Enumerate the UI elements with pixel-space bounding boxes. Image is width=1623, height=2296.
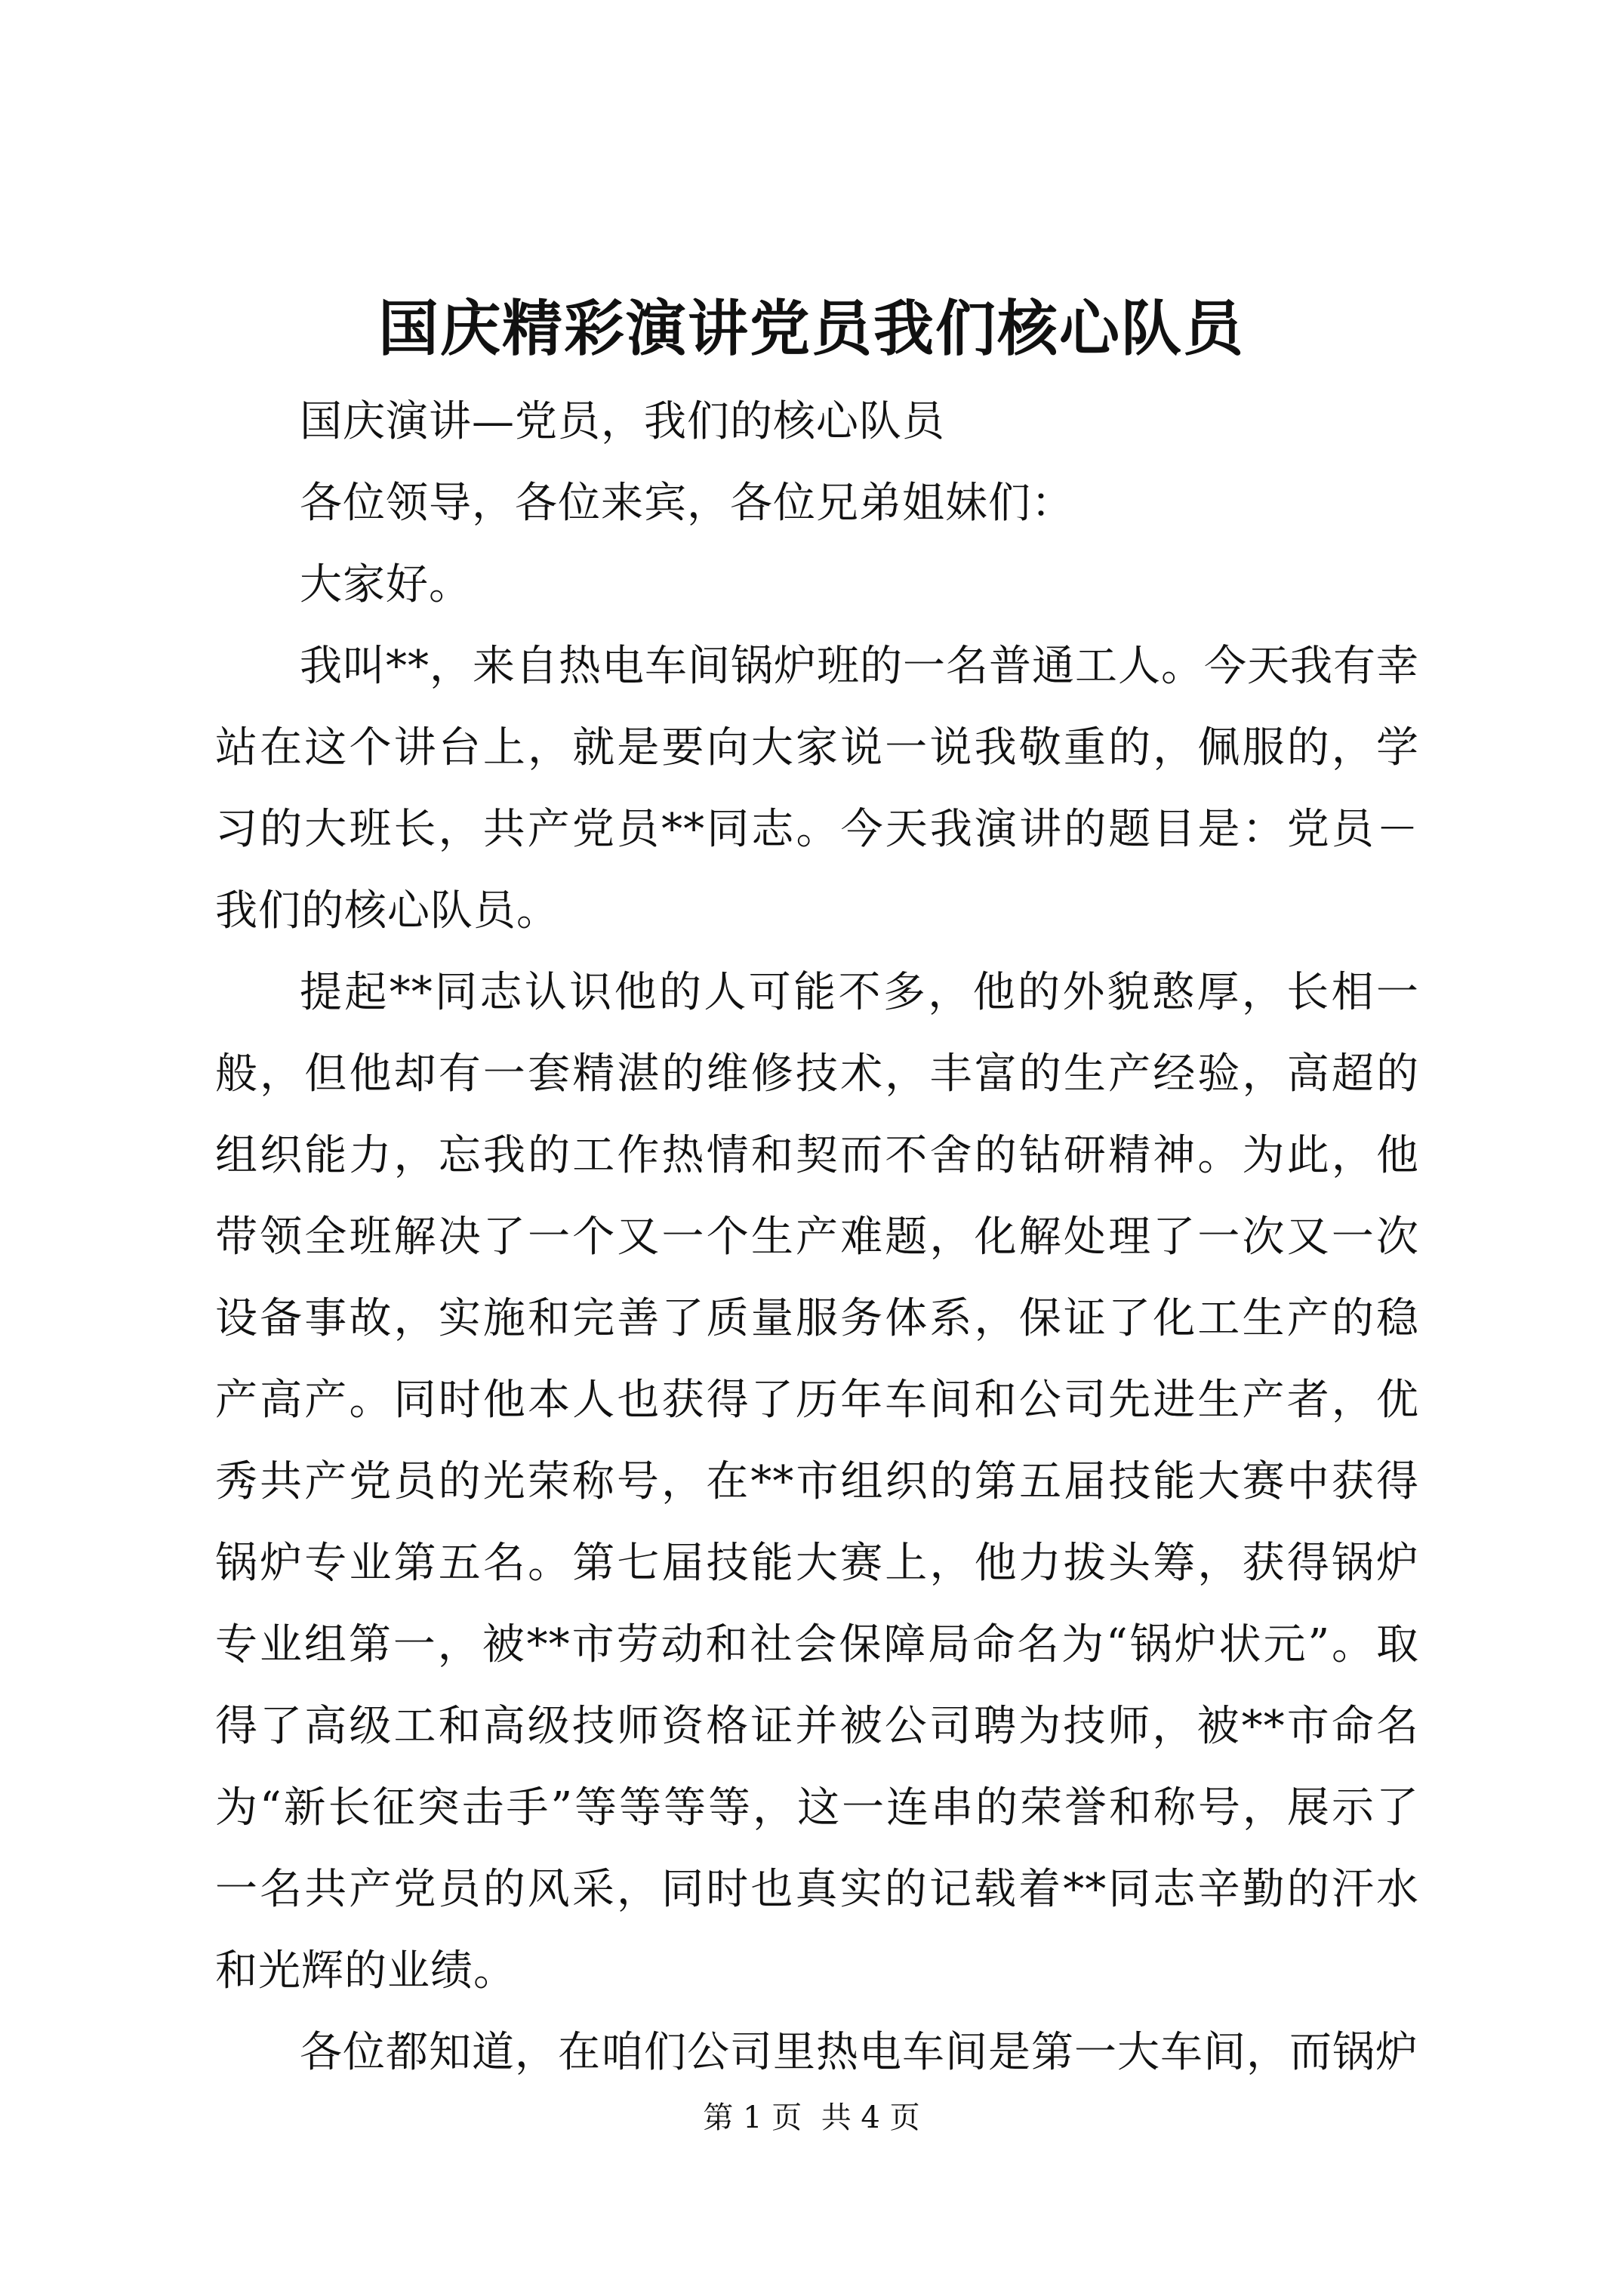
- paragraph-continuation: 各位都知道，在咱们公司里热电车间是第一大车间，而锅炉: [300, 2028, 1418, 2077]
- paragraph-greeting: 大家好。: [300, 560, 472, 609]
- paragraph-salutation: 各位领导，各位来宾，各位兄弟姐妹们：: [300, 479, 1074, 528]
- page-footer: [0, 2095, 1623, 2140]
- paragraph-introduction: 我叫**，来自热电车间锅炉班的一名普通工人。今天我有幸站在这个讲台上，就是要向大家说一说我敬重的，佩服的，学习的大班长，共产党员**同志。今天我演讲的题目是：党员－我们的核心队员。: [215, 642, 1419, 935]
- document-title: 国庆精彩演讲党员我们核心队员: [378, 293, 1245, 364]
- paragraph-subtitle: 国庆演讲—党员，我们的核心队员: [300, 397, 945, 446]
- page-number-label: 第 1 页 共 4 页: [703, 2100, 920, 2135]
- paragraph-achievements: 提起**同志认识他的人可能不多，他的外貌憨厚，长相一般，但他却有一套精湛的维修技术，丰富的生产经验，高超的组织能力，忘我的工作热情和契而不舍的钻研精神。为此，他带领全班解决了一个又一个生产难题，化解处理了一次又一次设备事故，实施和完善了质量服务体系，保证了化工生产的稳产高产。同时他本人也获得了历年车间和公司先进生产者，优秀共产党员的光荣称号，在**市组织的第五届技能大赛中获得锅炉专业第五名。第七届技能大赛上，他力拔头筹，获得锅炉专业组第一，被**市劳动和社会保障局命名为“锅炉状元”。取得了高级工和高级技师资格证并被公司聘为技师，被**市命名为“新长征突击手”等等等等，这一连串的荣誉和称号，展示了一名共产党员的风采，同时也真实的记载着**同志辛勤的汗水和光辉的业绩。: [215, 968, 1419, 1996]
- document-body: [215, 381, 1419, 2094]
